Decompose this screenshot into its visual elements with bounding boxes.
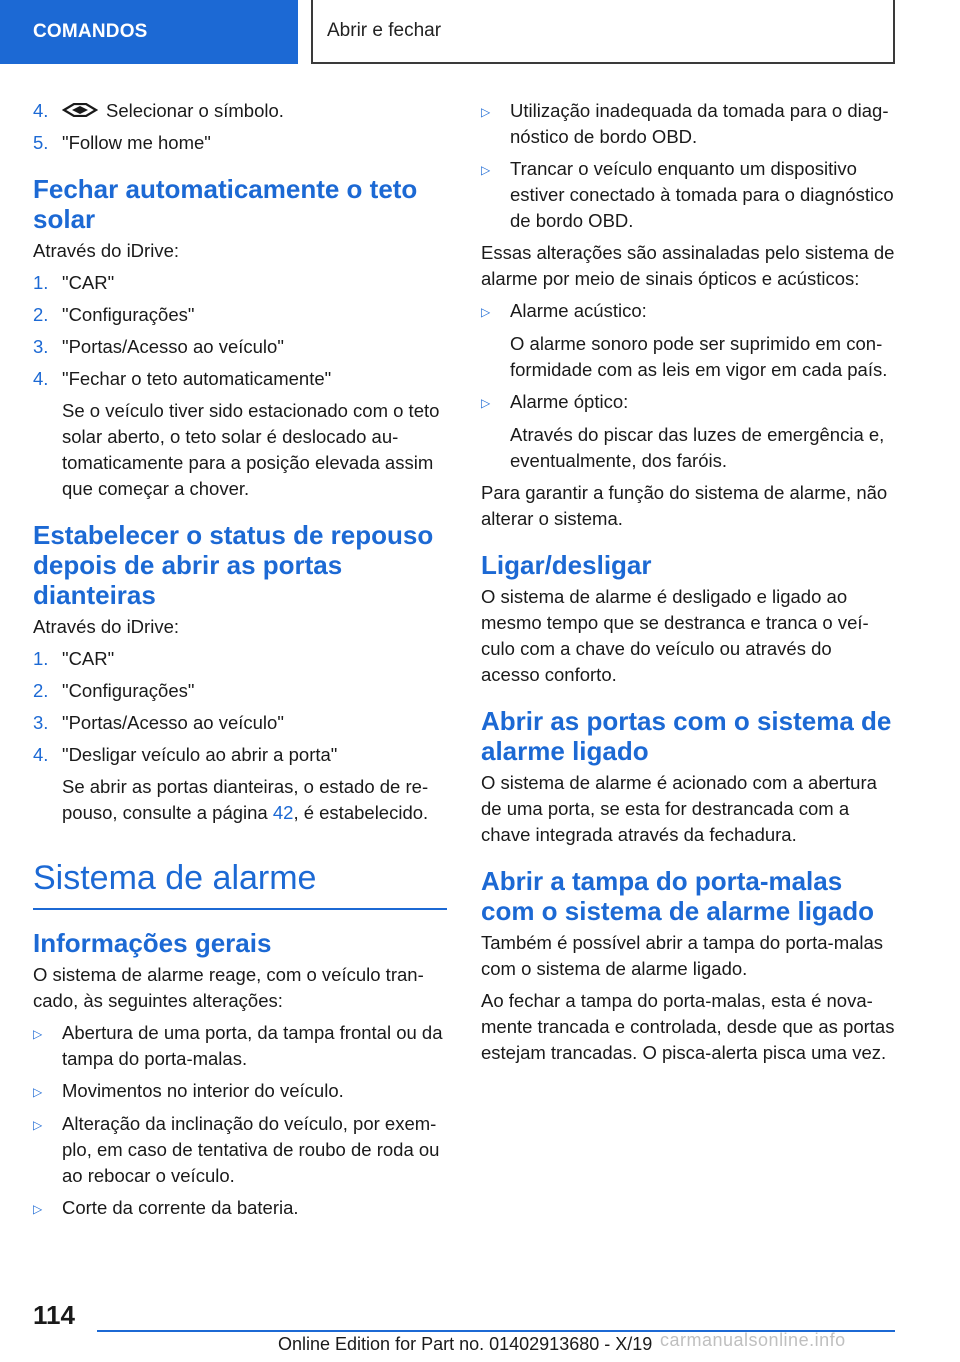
list-item (33, 710, 447, 736)
step-note: Se o veículo tiver sido estacionado com o teto solar aberto, o teto solar é deslocado automaticamente para a posição elevada assim que começar a chover. (62, 400, 440, 499)
triangle-bullet-icon: ▷ (33, 1118, 43, 1132)
triangle-bullet-icon: ▷ (33, 1085, 43, 1099)
step-text: "CAR" (62, 272, 115, 293)
list-item: ▷ Alarme acústico: (481, 298, 895, 325)
intro-steps (33, 98, 447, 156)
step-number: 1. (33, 272, 49, 293)
triangle-bullet-icon: ▷ (33, 1027, 43, 1041)
section-lead: O sistema de alarme reage, com o veículo trancado, às seguintes alterações: (33, 964, 424, 1011)
paragraph: Ao fechar a tampa do porta-malas, esta é novamente trancada e controlada, desde que as portas estejam trancadas. O pisca-alerta pisca uma vez. (481, 990, 895, 1063)
section-heading: Ligar/desligar (481, 550, 652, 580)
chapter-heading: Sistema de alarme (33, 858, 447, 910)
list-item (33, 366, 447, 392)
triangle-bullet-icon: ▷ (481, 163, 491, 177)
paragraph: Para garantir a função do sistema de alarme, não alterar o sistema. (481, 482, 888, 529)
step-text: "Fechar o teto automaticamente" (62, 368, 332, 389)
step-note: Se abrir as portas dianteiras, o estado de repouso, consulte a página 42, é estabelecido. (62, 776, 429, 823)
list-item (33, 302, 447, 328)
watermark: carmanualsonline.info (660, 1330, 846, 1350)
step-number: 3. (33, 712, 49, 733)
car-lights-icon (62, 103, 98, 117)
list-item (33, 742, 447, 768)
list-item: ▷ Abertura de uma porta, da tampa frontal ou da tampa do porta-malas. (33, 1020, 447, 1072)
steps-list (33, 270, 447, 392)
bullet-detail: Através do piscar das luzes de emergência e, eventualmente, dos faróis. (510, 424, 885, 471)
step-number: 2. (33, 304, 49, 325)
step-text: Selecionar o símbolo. (106, 100, 284, 121)
step-number: 4. (33, 368, 49, 389)
right-column (481, 98, 895, 1072)
section-heading: Fechar automaticamente o teto solar (33, 174, 418, 234)
paragraph: Também é possível abrir a tampa do porta-malas com o sistema de alarme ligado. (481, 932, 884, 979)
step-number: 1. (33, 648, 49, 669)
list-item (33, 678, 447, 704)
section-lead: Através do iDrive: (33, 616, 179, 637)
left-column (33, 98, 447, 1228)
bullet-list (481, 98, 895, 234)
list-item (33, 98, 447, 124)
step-text: "Desligar veículo ao abrir a porta" (62, 744, 338, 765)
step-number: 5. (33, 132, 49, 153)
list-item: ▷ Alarme óptico: (481, 389, 895, 416)
step-number: 4. (33, 744, 49, 765)
list-item (33, 270, 447, 296)
section-lead: Através do iDrive: (33, 240, 179, 261)
chapter-title-bar: Abrir e fechar (311, 0, 895, 64)
step-text: "Follow me home" (62, 132, 211, 153)
list-item: ▷ Trancar o veículo enquanto um dispositivo estiver conectado à tomada para o diagnóstico de bordo OBD. (481, 156, 895, 234)
list-item (33, 130, 447, 156)
triangle-bullet-icon: ▷ (33, 1202, 43, 1216)
triangle-bullet-icon: ▷ (481, 105, 491, 119)
alarm-type-list (481, 389, 895, 416)
triangle-bullet-icon: ▷ (481, 305, 491, 319)
page-reference-link[interactable]: 42 (272, 802, 294, 823)
list-item: ▷ Utilização inadequada da tomada para o diagnóstico de bordo OBD. (481, 98, 895, 150)
page-number: 114 (33, 1300, 75, 1330)
paragraph: O sistema de alarme é acionado com a abertura de uma porta, se esta for destrancada com a chave integrada através da fechadura. (481, 772, 877, 845)
step-text: "Configurações" (62, 304, 195, 325)
section-heading: Abrir a tampa do porta-malas com o sistema de alarme ligado (481, 866, 875, 926)
paragraph: Essas alterações são assinaladas pelo sistema de alarme por meio de sinais ópticos e acústicos: (481, 242, 895, 289)
step-text: "Configurações" (62, 680, 195, 701)
step-number: 2. (33, 680, 49, 701)
section-heading: Abrir as portas com o sistema de alarme ligado (481, 706, 892, 766)
section-tab: COMANDOS (0, 0, 298, 64)
step-number: 3. (33, 336, 49, 357)
bullet-detail: O alarme sonoro pode ser suprimido em conformidade com as leis em vigor em cada país. (510, 333, 888, 380)
step-text: "CAR" (62, 648, 115, 669)
step-text: "Portas/Acesso ao veículo" (62, 712, 284, 733)
step-text: "Portas/Acesso ao veículo" (62, 336, 284, 357)
list-item (33, 334, 447, 360)
list-item: ▷ Alteração da inclinação do veículo, por exemplo, em caso de tentativa de roubo de roda ou ao rebocar o veículo. (33, 1111, 447, 1189)
list-item (33, 646, 447, 672)
alarm-type-list (481, 298, 895, 325)
step-number: 4. (33, 100, 49, 121)
section-heading: Informações gerais (33, 928, 272, 958)
triangle-bullet-icon: ▷ (481, 396, 491, 410)
edition-note: Online Edition for Part no. 01402913680 - X/19 (278, 1334, 653, 1354)
list-item: ▷ Corte da corrente da bateria. (33, 1195, 447, 1222)
steps-list (33, 646, 447, 768)
section-heading: Estabelecer o status de repouso depois de abrir as portas dianteiras (33, 520, 434, 610)
bullet-list (33, 1020, 447, 1222)
list-item: ▷ Movimentos no interior do veículo. (33, 1078, 447, 1105)
paragraph: O sistema de alarme é desligado e ligado ao mesmo tempo que se destranca e tranca o veículo com a chave do veículo ou através do acesso conforto. (481, 586, 869, 685)
